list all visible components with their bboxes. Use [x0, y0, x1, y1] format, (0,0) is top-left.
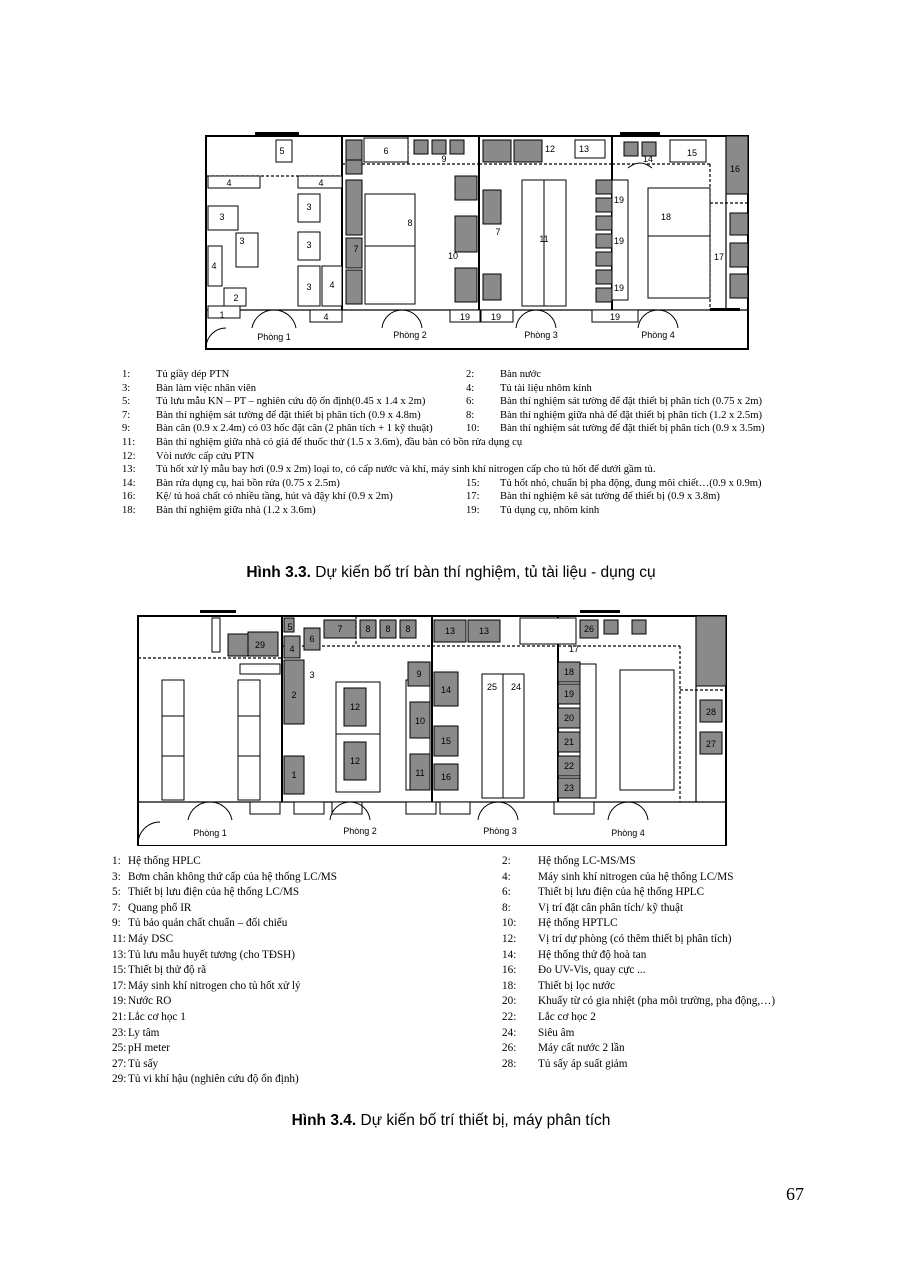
svg-text:3: 3 — [306, 282, 312, 292]
svg-text:3: 3 — [306, 202, 312, 212]
svg-text:12: 12 — [349, 756, 361, 766]
legend-number: 23: — [112, 1026, 127, 1039]
legend-row — [122, 409, 802, 423]
legend-number: 4: — [502, 870, 511, 883]
legend-number: 17: — [112, 979, 127, 992]
legend-number: 1: — [122, 369, 131, 380]
legend-text: Bàn thí nghiệm sát tường để đặt thiết bị phân tích (0.9 x 3.5m) — [500, 423, 765, 435]
svg-text:4: 4 — [289, 644, 295, 654]
legend-row — [112, 916, 812, 932]
svg-text:12: 12 — [349, 702, 361, 712]
svg-text:13: 13 — [578, 144, 590, 154]
legend-text: Bàn cân (0.9 x 2.4m) có 03 hốc đặt cân (2 phân tích + 1 kỹ thuật) — [156, 423, 433, 435]
room-label: Phòng 3 — [524, 330, 558, 340]
svg-text:5: 5 — [287, 622, 293, 632]
svg-text:11: 11 — [539, 234, 549, 244]
svg-text:18: 18 — [563, 667, 575, 677]
legend-row — [112, 854, 812, 870]
legend-number: 9: — [122, 423, 131, 435]
svg-text:4: 4 — [323, 312, 329, 322]
legend-row — [112, 1041, 812, 1057]
page-number: 67 — [786, 1184, 804, 1204]
legend-text: Đo UV-Vis, quay cực ... — [538, 964, 646, 977]
svg-text:19: 19 — [563, 689, 575, 699]
legend-text: Quang phổ IR — [128, 901, 192, 914]
svg-text:3: 3 — [219, 212, 225, 222]
legend-row — [112, 979, 812, 995]
legend-number: 19: — [112, 995, 127, 1008]
legend-row — [112, 901, 812, 917]
legend-row — [112, 1026, 812, 1042]
svg-text:1: 1 — [291, 770, 297, 780]
legend-number: 24: — [502, 1026, 517, 1039]
legend-row — [122, 450, 802, 464]
legend-row — [112, 1057, 812, 1073]
legend-row — [112, 1072, 812, 1088]
room-label: Phòng 1 — [257, 332, 291, 342]
legend-number: 5: — [112, 886, 121, 899]
legend-figure-3-3 — [122, 368, 802, 518]
floor-plan-2-drawing — [134, 606, 734, 846]
room-label: Phòng 1 — [193, 828, 227, 838]
svg-text:7: 7 — [353, 244, 359, 254]
svg-text:3: 3 — [239, 236, 245, 246]
floor-plan-1-drawing — [200, 128, 760, 354]
legend-text: Lắc cơ học 1 — [128, 1010, 186, 1023]
legend-number: 7: — [122, 409, 131, 421]
legend-number: 8: — [466, 409, 475, 421]
legend-text: Hệ thống HPLC — [128, 855, 201, 867]
legend-number: 11: — [112, 932, 126, 945]
legend-text: Vị trí đặt cân phân tích/ kỹ thuật — [538, 901, 684, 914]
legend-text: Nước RO — [128, 995, 172, 1008]
legend-text: Tủ hốt xử lý mẫu bay hơi (0.9 x 2m) loại to, có cấp nước và khí, máy sinh khí nitrogen cấp cho tủ hốt để dưới gầm tủ. — [156, 464, 656, 476]
svg-text:15: 15 — [686, 148, 698, 158]
legend-number: 16: — [502, 964, 517, 977]
svg-text:2: 2 — [233, 293, 239, 303]
legend-number: 2: — [502, 855, 511, 867]
svg-text:19: 19 — [613, 236, 625, 246]
legend-number: 6: — [502, 886, 511, 899]
svg-text:14: 14 — [642, 154, 654, 164]
legend-text: Bàn thí nghiệm kê sát tường để thiết bị (0.9 x 3.8m) — [500, 491, 720, 503]
svg-text:3: 3 — [306, 240, 312, 250]
svg-text:8: 8 — [405, 624, 411, 634]
legend-text: Tủ hốt nhỏ, chuẩn bị pha động, đung môi chiết…(0.9 x 0.9m) — [500, 477, 762, 489]
legend-text: Máy sinh khí nitrogen cho tủ hốt xử lý — [128, 979, 301, 992]
legend-text: Thiết bị lọc nước — [538, 979, 615, 992]
legend-number: 19: — [466, 504, 480, 516]
floor-plan-figure-3-3 — [200, 128, 760, 354]
legend-number: 13: — [112, 948, 127, 961]
legend-text: Thiết bị lưu điện của hệ thống LC/MS — [128, 886, 300, 899]
legend-text: Hệ thống LC-MS/MS — [538, 855, 636, 867]
legend-number: 8: — [502, 901, 511, 914]
legend-text: Vòi nước cấp cứu PTN — [156, 450, 255, 462]
legend-row — [112, 948, 812, 964]
svg-text:2: 2 — [291, 690, 297, 700]
legend-row — [122, 395, 802, 409]
caption-label: Hình 3.3. — [246, 564, 311, 581]
svg-text:19: 19 — [490, 312, 502, 322]
legend-number: 2: — [466, 369, 475, 380]
legend-text: Tủ lưu mẫu KN – PT – nghiên cứu độ ổn định(0.45 x 1.4 x 2m) — [156, 396, 426, 408]
legend-text: Bơm chân không thứ cấp của hệ thống LC/MS — [128, 870, 337, 883]
svg-text:29: 29 — [254, 640, 266, 650]
svg-text:20: 20 — [563, 713, 575, 723]
legend-row — [112, 885, 812, 901]
legend-number: 18: — [502, 979, 517, 992]
legend-row — [122, 477, 802, 491]
legend-text: Bàn nước — [500, 369, 542, 380]
legend-text: Ly tâm — [128, 1026, 160, 1039]
legend-text: Bàn thí nghiệm giữa nhà để đặt thiết bị phân tích (1.2 x 2.5m) — [500, 409, 762, 421]
svg-text:6: 6 — [383, 146, 389, 156]
room-label: Phòng 4 — [641, 330, 675, 340]
legend-number: 14: — [122, 477, 136, 489]
legend-row — [112, 932, 812, 948]
legend-number: 15: — [466, 477, 480, 489]
figure-3-4-caption — [0, 1112, 902, 1130]
svg-text:1: 1 — [219, 310, 225, 320]
legend-text: Kệ/ tủ hoá chất có nhiều tầng, hút và đậy khí (0.9 x 2m) — [156, 491, 393, 503]
legend-number: 28: — [502, 1057, 517, 1070]
legend-number: 12: — [122, 450, 136, 462]
legend-number: 4: — [466, 382, 475, 394]
caption-label: Hình 3.4. — [291, 1112, 357, 1129]
legend-text: Bàn thí nghiệm sát tường để đặt thiết bị phân tích (0.75 x 2m) — [500, 396, 763, 408]
svg-text:10: 10 — [414, 716, 426, 726]
svg-text:7: 7 — [495, 227, 501, 237]
svg-text:21: 21 — [563, 737, 575, 747]
svg-text:8: 8 — [407, 218, 413, 228]
legend-figure-3-4 — [112, 854, 812, 1088]
figure-3-3-caption — [0, 564, 902, 582]
legend-text: Tủ sấy áp suất giảm — [538, 1057, 628, 1070]
svg-text:9: 9 — [441, 154, 447, 164]
legend-text: Bàn thí nghiệm giữa nhà có giá để thuốc thử (1.5 x 3.6m), đầu bàn có bồn rửa dụng cụ — [156, 436, 523, 448]
legend-number: 16: — [122, 491, 136, 503]
room-label: Phòng 3 — [483, 826, 517, 836]
legend-text: Khuấy từ có gia nhiệt (pha môi trường, pha động,…) — [538, 995, 776, 1008]
legend-text: Bàn thí nghiệm sát tường để đặt thiết bị phân tích (0.9 x 4.8m) — [156, 409, 421, 421]
legend-text: Tủ tài liệu nhôm kính — [500, 382, 592, 394]
svg-text:4: 4 — [211, 261, 217, 271]
legend-text: Vị trí dự phòng (có thêm thiết bị phân tích) — [538, 932, 732, 945]
legend-row — [112, 870, 812, 886]
svg-text:19: 19 — [459, 312, 471, 322]
svg-text:5: 5 — [279, 146, 285, 156]
legend-row — [122, 504, 802, 518]
legend-text: Tủ bảo quản chất chuẩn – đối chiếu — [128, 917, 288, 930]
svg-text:17: 17 — [568, 644, 580, 654]
legend-text: pH meter — [128, 1042, 170, 1055]
legend-number: 22: — [502, 1010, 517, 1023]
svg-text:7: 7 — [337, 624, 343, 634]
svg-text:6: 6 — [309, 634, 315, 644]
svg-text:19: 19 — [613, 195, 625, 205]
legend-row — [122, 382, 802, 396]
legend-row — [112, 994, 812, 1010]
svg-text:19: 19 — [609, 312, 621, 322]
legend-number: 25: — [112, 1042, 127, 1055]
legend-text: Hệ thống HPTLC — [538, 917, 618, 930]
svg-text:8: 8 — [365, 624, 371, 634]
room-label: Phòng 2 — [393, 330, 427, 340]
svg-text:27: 27 — [705, 739, 717, 749]
svg-text:9: 9 — [416, 669, 422, 679]
svg-text:28: 28 — [705, 707, 717, 717]
legend-number: 9: — [112, 917, 121, 930]
legend-text: Tủ giầy dép PTN — [156, 369, 230, 380]
svg-text:10: 10 — [447, 251, 459, 261]
legend-number: 26: — [502, 1042, 517, 1055]
legend-number: 13: — [122, 464, 136, 476]
legend-text: Tủ dụng cụ, nhôm kính — [500, 504, 600, 516]
svg-text:22: 22 — [563, 761, 575, 771]
svg-text:24: 24 — [510, 682, 522, 692]
legend-text: Thiết bị lưu điện của hệ thống HPLC — [538, 886, 705, 899]
legend-number: 3: — [122, 382, 131, 394]
legend-number: 1: — [112, 855, 121, 867]
legend-text: Siêu âm — [538, 1026, 575, 1039]
floor-plan-figure-3-4 — [134, 606, 734, 846]
legend-text: Tủ lưu mẫu huyết tương (cho TĐSH) — [128, 948, 295, 961]
svg-text:4: 4 — [318, 178, 324, 188]
svg-text:23: 23 — [563, 783, 575, 793]
svg-text:12: 12 — [544, 144, 556, 154]
legend-number: 29: — [112, 1073, 127, 1086]
legend-number: 10: — [502, 917, 517, 930]
svg-text:15: 15 — [440, 736, 452, 746]
legend-text: Máy sinh khí nitrogen của hệ thống LC/MS — [538, 870, 734, 883]
legend-number: 7: — [112, 901, 121, 914]
svg-text:13: 13 — [444, 626, 456, 636]
legend-number: 10: — [466, 423, 480, 435]
legend-number: 21: — [112, 1010, 127, 1023]
legend-row — [122, 368, 802, 382]
legend-number: 18: — [122, 504, 136, 516]
svg-text:17: 17 — [713, 252, 725, 262]
legend-row — [122, 436, 802, 450]
legend-number: 11: — [122, 436, 136, 448]
legend-number: 6: — [466, 396, 475, 408]
legend-number: 14: — [502, 948, 517, 961]
svg-text:3: 3 — [309, 670, 315, 680]
legend-number: 5: — [122, 396, 131, 408]
caption-text: Dự kiến bố trí thiết bị, máy phân tích — [356, 1112, 611, 1129]
legend-text: Lắc cơ học 2 — [538, 1010, 596, 1023]
caption-text: Dự kiến bố trí bàn thí nghiệm, tủ tài liệu - dụng cụ — [310, 564, 656, 581]
legend-row — [122, 463, 802, 477]
legend-text: Máy DSC — [128, 932, 174, 945]
svg-text:19: 19 — [613, 283, 625, 293]
legend-text: Bàn thí nghiệm giữa nhà (1.2 x 3.6m) — [156, 504, 316, 516]
svg-text:4: 4 — [329, 280, 335, 290]
legend-text: Máy cất nước 2 lần — [538, 1042, 625, 1055]
legend-row — [122, 422, 802, 436]
legend-row — [122, 490, 802, 504]
svg-text:16: 16 — [440, 772, 452, 782]
svg-text:16: 16 — [729, 164, 741, 174]
svg-text:4: 4 — [226, 178, 232, 188]
legend-number: 17: — [466, 491, 480, 503]
legend-number: 12: — [502, 932, 517, 945]
legend-text: Bàn rửa dụng cụ, hai bồn rửa (0.75 x 2.5m) — [156, 477, 340, 489]
legend-text: Thiết bị thử độ rã — [128, 964, 207, 977]
svg-text:18: 18 — [660, 212, 672, 222]
room-label: Phòng 2 — [343, 826, 377, 836]
legend-number: 3: — [112, 870, 121, 883]
svg-text:14: 14 — [440, 685, 452, 695]
svg-text:8: 8 — [385, 624, 391, 634]
legend-text: Tủ vi khí hậu (nghiên cứu độ ổn định) — [128, 1073, 299, 1086]
legend-text: Tủ sấy — [128, 1057, 159, 1070]
legend-number: 15: — [112, 964, 127, 977]
legend-number: 27: — [112, 1057, 127, 1070]
svg-text:25: 25 — [486, 682, 498, 692]
svg-text:26: 26 — [583, 624, 595, 634]
legend-row — [112, 963, 812, 979]
legend-text: Bàn làm việc nhân viên — [156, 382, 257, 394]
svg-text:13: 13 — [478, 626, 490, 636]
legend-number: 20: — [502, 995, 517, 1008]
legend-text: Hệ thống thử độ hoà tan — [538, 948, 647, 961]
svg-text:11: 11 — [415, 768, 425, 778]
legend-row — [112, 1010, 812, 1026]
room-label: Phòng 4 — [611, 828, 645, 838]
